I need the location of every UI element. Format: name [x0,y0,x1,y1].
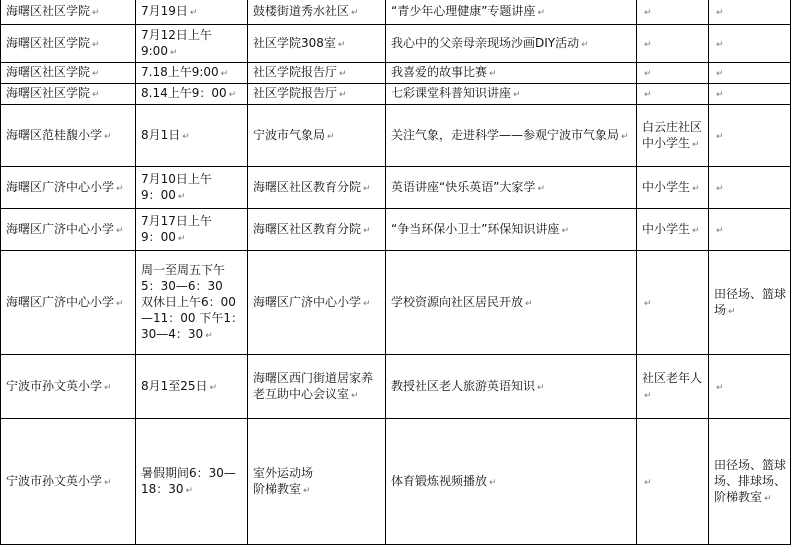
activity-cell: 七彩课堂科普知识讲座 ↵ [386,84,637,105]
time-cell: 7月12日上午 9:00 ↵ [136,25,248,63]
location-cell: 海曙区社区教育分院 ↵ [248,209,386,251]
activity-cell: 我喜爱的故事比赛 ↵ [386,63,637,84]
venue-cell: 田径场、篮球场 ↵ [709,251,791,355]
table-row [1,209,791,251]
organizer-cell: 海曙区社区学院 ↵ [1,63,136,84]
table-row [1,251,791,355]
location-cell: 海曙区西门街道居家养老互助中心会议室 ↵ [248,355,386,419]
table-row [1,105,791,167]
activity-cell: “青少年心理健康”专题讲座 ↵ [386,0,637,25]
time-cell: 8.14上午9：00 ↵ [136,84,248,105]
location-cell: 室外运动场 阶梯教室 ↵ [248,419,386,545]
time-cell: 8月1至25日 ↵ [136,355,248,419]
organizer-cell: 海曙区广济中心小学 ↵ [1,251,136,355]
audience-cell: 中小学生 ↵ [637,167,709,209]
location-cell: 社区学院308室 ↵ [248,25,386,63]
venue-cell: ↵ [709,84,791,105]
location-cell: 社区学院报告厅 ↵ [248,63,386,84]
time-cell: 周一至周五下午5：30—6：30 双休日上午6：00—11：00 下午1：30—4：30 ↵ [136,251,248,355]
venue-cell: ↵ [709,25,791,63]
location-cell: 社区学院报告厅 ↵ [248,84,386,105]
time-cell: 7月10日上午 9：00 ↵ [136,167,248,209]
venue-cell: ↵ [709,167,791,209]
audience-cell: ↵ [637,84,709,105]
table-row [1,355,791,419]
organizer-cell: 海曙区广济中心小学 ↵ [1,209,136,251]
location-cell: 宁波市气象局 ↵ [248,105,386,167]
venue-cell: ↵ [709,209,791,251]
organizer-cell: 海曙区社区学院 ↵ [1,0,136,25]
venue-cell: ↵ [709,355,791,419]
time-cell: 8月1日 ↵ [136,105,248,167]
activity-cell: 教授社区老人旅游英语知识 ↵ [386,355,637,419]
organizer-cell: 海曙区范桂馥小学 ↵ [1,105,136,167]
activity-cell: 我心中的父亲母亲现场沙画DIY活动 ↵ [386,25,637,63]
table-row [1,63,791,84]
organizer-cell: 海曙区社区学院 ↵ [1,84,136,105]
activity-cell: 关注气象，走进科学——参观宁波市气象局 ↵ [386,105,637,167]
organizer-cell: 宁波市孙文英小学 ↵ [1,355,136,419]
venue-cell: 田径场、篮球场、排球场、阶梯教室 ↵ [709,419,791,545]
organizer-cell: 海曙区社区学院 ↵ [1,25,136,63]
location-cell: 海曙区广济中心小学 ↵ [248,251,386,355]
activity-cell: 英语讲座“快乐英语”大家学 ↵ [386,167,637,209]
table-row [1,0,791,25]
time-cell: 7月19日 ↵ [136,0,248,25]
venue-cell: ↵ [709,63,791,84]
activity-cell: 体育锻炼视频播放 ↵ [386,419,637,545]
time-cell: 暑假期间6：30—18：30 ↵ [136,419,248,545]
table-row [1,84,791,105]
audience-cell: ↵ [637,63,709,84]
location-cell: 鼓楼街道秀水社区 ↵ [248,0,386,25]
table-row [1,167,791,209]
activity-cell: 学校资源向社区居民开放 ↵ [386,251,637,355]
venue-cell: ↵ [709,0,791,25]
organizer-cell: 海曙区广济中心小学 ↵ [1,167,136,209]
location-cell: 海曙区社区教育分院 ↵ [248,167,386,209]
audience-cell: ↵ [637,0,709,25]
activity-cell: “争当环保小卫士”环保知识讲座 ↵ [386,209,637,251]
table-row [1,419,791,545]
venue-cell: ↵ [709,105,791,167]
time-cell: 7月17日上午 9：00 ↵ [136,209,248,251]
audience-cell: ↵ [637,25,709,63]
audience-cell: ↵ [637,419,709,545]
table-row [1,25,791,63]
audience-cell: 中小学生 ↵ [637,209,709,251]
time-cell: 7.18上午9:00 ↵ [136,63,248,84]
audience-cell: ↵ [637,251,709,355]
organizer-cell: 宁波市孙文英小学 ↵ [1,419,136,545]
audience-cell: 白云庄社区中小学生 ↵ [637,105,709,167]
audience-cell: 社区老年人↵ [637,355,709,419]
